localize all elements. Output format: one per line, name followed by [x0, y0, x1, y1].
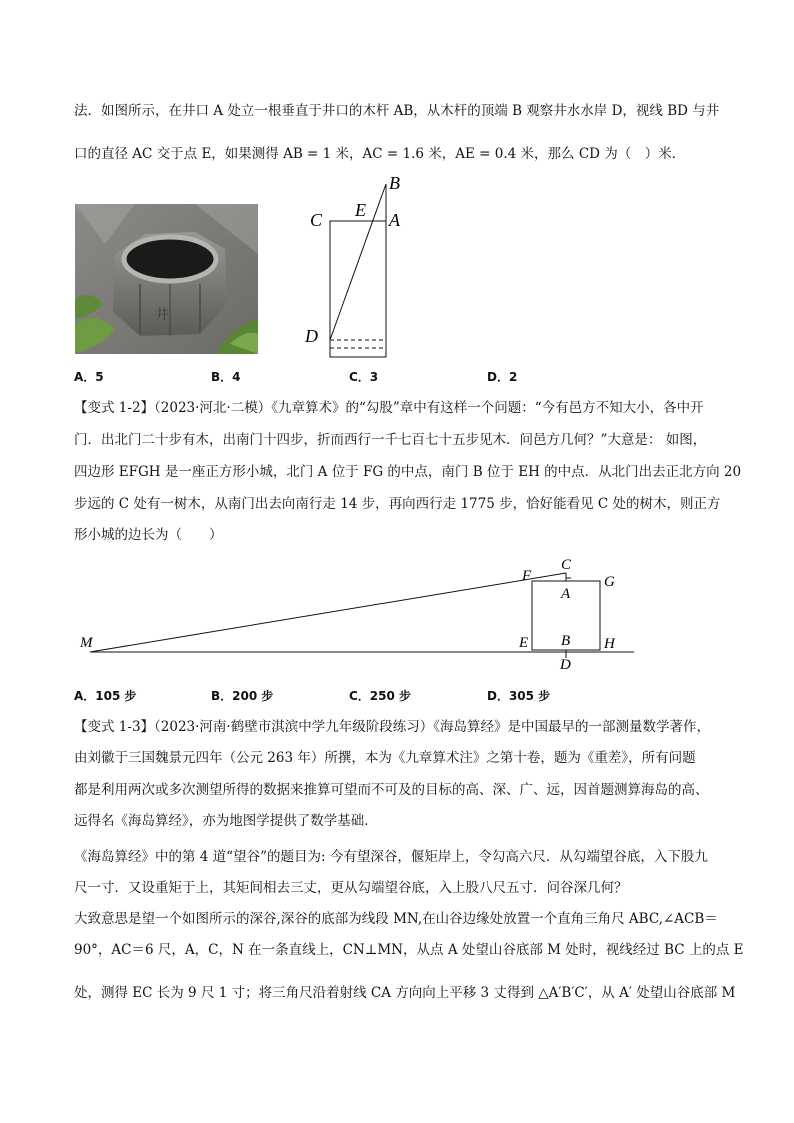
q1-option-b: B．4: [211, 370, 241, 384]
label-C: C: [310, 210, 323, 230]
label-B: B: [389, 173, 400, 193]
q3-text-line-9: 处，测得 EC 长为 9 尺 1 寸；将三角尺沿着射线 CA 方向向上平移 3 丈得到 △A′B′C′，从 A′ 处望山谷底部 M: [74, 985, 736, 1001]
label-E: E: [355, 200, 366, 220]
q1-option-d: D．2: [487, 370, 518, 384]
label-A: A: [389, 210, 400, 230]
q2-text-line-5: 形小城的边长为（ ）: [74, 527, 223, 543]
q3-text-line-8: 90°，AC＝6 尺，A，C，N 在一条直线上，CN⊥MN，从点 A 处望山谷底部 M 处时，视线经过 BC 上的点 E: [74, 942, 744, 958]
q2-option-c: C．250 步: [349, 689, 412, 703]
well-diagram: [300, 172, 420, 362]
q1-option-a: A．5: [74, 370, 104, 384]
label-B2: B: [561, 633, 571, 649]
q2-text-line-4: 步远的 C 处有一树木，从南门出去向南行走 14 步，再向西行走 1775 步，恰好能看见 C 处的树木，则正方: [74, 496, 721, 512]
q3-text-line-5: 《海岛算经》中的第 4 道“望谷”的题目为: 今有望深谷，偃矩岸上，令勾高六尺．从勾端望谷底，入下股九: [74, 849, 708, 865]
q3-text-line-6: 尺一寸．又设重矩于上，其矩间相去三丈，更从勾端望谷底，入上股八尺五寸．问谷深几何？: [74, 880, 628, 896]
q2-text-line-3: 四边形 EFGH 是一座正方形小城，北门 A 位于 FG 的中点，南门 B 位于 EH 的中点．从北门出去正北方向 20: [74, 464, 742, 480]
well-photo-drawing: [75, 204, 258, 354]
q2-text-line-1: 【变式 1-2】（2023·河北·二模）《九章算术》的“勾股”章中有这样一个问题：“今有邑方不知大小，各中开: [74, 400, 704, 416]
q3-text-line-3: 都是利用两次或多次测望所得的数据来推算可望而不可及的目标的高、深、广、远，因首题测算海岛的高、: [74, 782, 709, 798]
q1-option-c: C．3: [349, 370, 379, 384]
label-D2: D: [560, 657, 571, 673]
q2-option-b: B．200 步: [211, 689, 274, 703]
label-C2: C: [561, 557, 572, 573]
q3-text-line-1: 【变式 1-3】（2023·河南·鹤壁市淇滨中学九年级阶段练习）《海岛算经》是中国最早的一部测量数学著作，: [74, 719, 710, 735]
q2-text-line-2: 门．出北门二十步有木，出南门十四步，折而西行一千七百七十五步见木．问邑方几何？”大意是： 如图，: [74, 432, 707, 448]
label-M: M: [80, 635, 93, 651]
q2-option-a: A．105 步: [74, 689, 137, 703]
label-H: H: [604, 636, 615, 652]
q3-text-line-2: 由刘徽于三国魏景元四年（公元 263 年）所撰，本为《九章算术注》之第十卷，题为《重差》，所有问题: [74, 750, 696, 766]
q2-option-d: D．305 步: [487, 689, 551, 703]
q3-text-line-7: 大致意思是望一个如图所示的深谷,深谷的底部为线段 MN,在山谷边缘处放置一个直角三角尺 ABC,∠ACB＝: [74, 911, 718, 927]
label-F: F: [522, 568, 532, 584]
q3-text-line-4: 远得名《海岛算经》，亦为地图学提供了数学基础．: [74, 813, 378, 829]
label-D: D: [305, 326, 318, 346]
q1-text-line-2: 口的直径 AC 交于点 E，如果测得 AB = 1 米，AC = 1.6 米，AE = 0.4 米，那么 CD 为（ ）米．: [74, 146, 686, 162]
label-A2: A: [561, 586, 571, 602]
city-diagram: [74, 552, 634, 677]
svg-text:井: 井: [155, 308, 169, 323]
q1-text-line-1: 法．如图所示，在井口 A 处立一根垂直于井口的木杆 AB，从木杆的顶端 B 观察井水水岸 D，视线 BD 与井: [74, 103, 720, 119]
label-E2: E: [519, 635, 529, 651]
well-photo: [75, 204, 258, 354]
label-G: G: [604, 574, 615, 590]
